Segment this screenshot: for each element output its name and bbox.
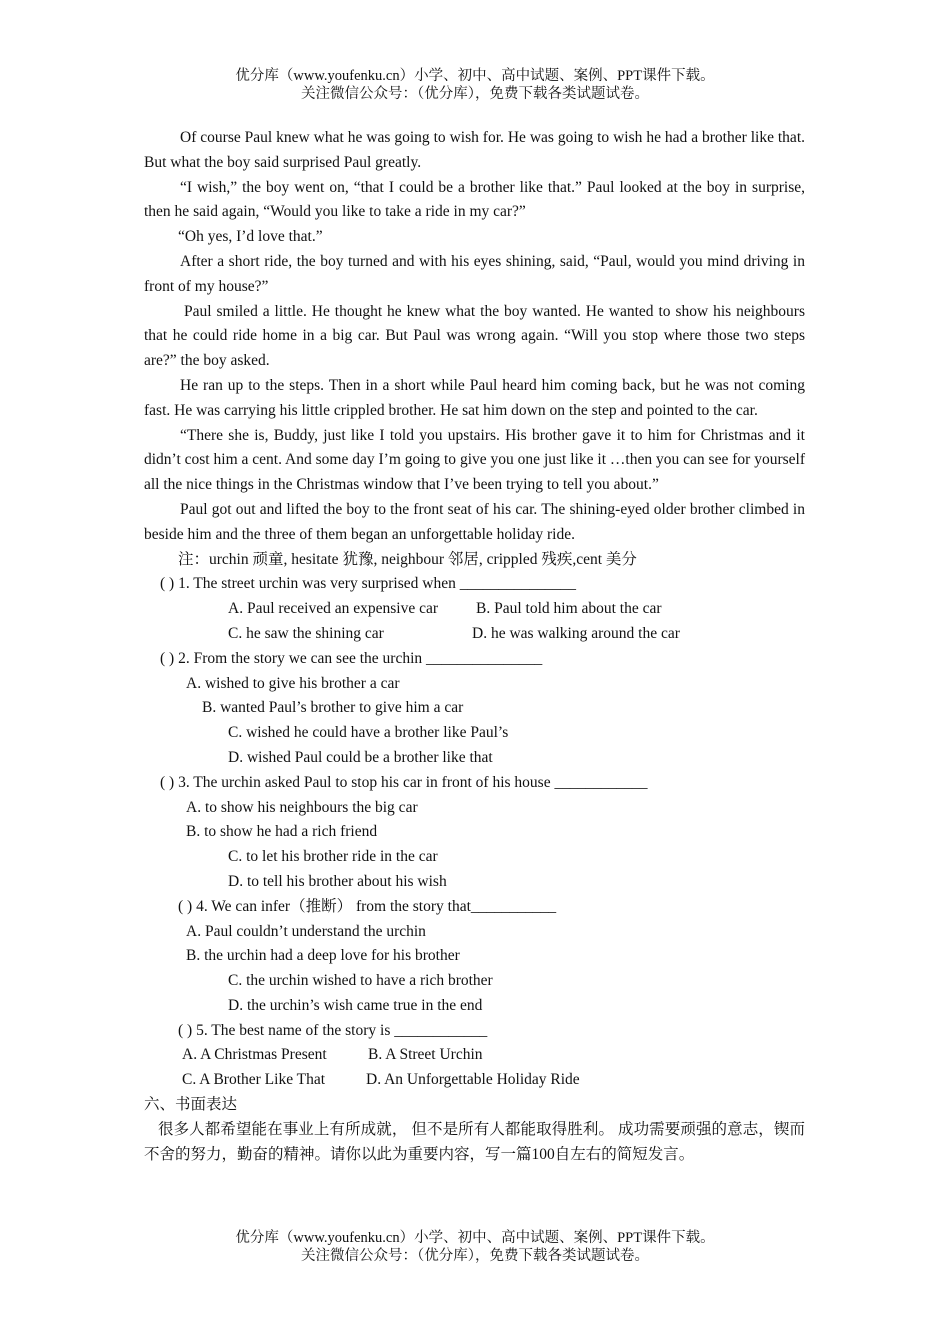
option-a: A. wished to give his brother a car xyxy=(186,674,400,692)
page-header xyxy=(0,67,950,103)
header-line-2: 关注微信公众号：（优分库），免费下载各类试题试卷。 xyxy=(301,86,649,102)
option-c: C. to let his brother ride in the car xyxy=(228,848,438,866)
option-b: B. wanted Paul’s brother to give him a car xyxy=(202,699,464,717)
question-1 xyxy=(144,572,805,646)
question-stem: ( ) 3. The urchin asked Paul to stop his car in front of his house ____________ xyxy=(160,773,648,791)
footer-line-2: 关注微信公众号：（优分库），免费下载各类试题试卷。 xyxy=(301,1248,649,1264)
option-b: B. the urchin had a deep love for his brother xyxy=(186,947,460,965)
option-c: C. he saw the shining car xyxy=(228,624,384,642)
passage-paragraph-3: “Oh yes, I’d love that.” xyxy=(178,228,323,246)
question-3 xyxy=(144,771,805,895)
passage-paragraph-7: “There she is, Buddy, just like I told you upstairs. His brother gave it to him for Christmas and it didn’t cost him a cent. And some day I’m going to give you one just like it …then you can see for yourself all the nice things in the Christmas window that I’ve been trying to tell you about.” xyxy=(144,426,805,494)
page-footer xyxy=(0,1229,950,1265)
option-d: D. An Unforgettable Holiday Ride xyxy=(366,1071,580,1089)
vocabulary-note: 注：urchin 顽童, hesitate 犹豫, neighbour 邻居, crippled 残疾,cent 美分 xyxy=(178,550,637,568)
option-a: A. Paul couldn’t understand the urchin xyxy=(186,922,426,940)
option-d: D. he was walking around the car xyxy=(472,624,680,642)
option-b: B. to show he had a rich friend xyxy=(186,823,378,841)
option-a: A. Paul received an expensive car xyxy=(228,600,439,618)
option-c: C. A Brother Like That xyxy=(182,1071,326,1089)
passage-paragraph-6: He ran up to the steps. Then in a short while Paul heard him coming back, but he was not coming fast. He was carrying his little crippled brother. He sat him down on the step and pointed to the car. xyxy=(144,376,805,419)
document-body xyxy=(144,126,805,1167)
passage-paragraph-4: After a short ride, the boy turned and with his eyes shining, said, “Paul, would you mind driving in front of my house?” xyxy=(144,252,805,295)
question-stem: ( ) 2. From the story we can see the urchin _______________ xyxy=(160,649,543,667)
option-d: D. to tell his brother about his wish xyxy=(228,872,447,890)
option-b: B. Paul told him about the car xyxy=(476,600,662,618)
option-d: D. the urchin’s wish came true in the end xyxy=(228,996,483,1014)
option-b: B. A Street Urchin xyxy=(368,1046,483,1064)
footer-line-1: 优分库（www.youfenku.cn）小学、初中、高中试题、案例、PPT课件下载。 xyxy=(235,1230,715,1246)
writing-prompt: 很多人都希望能在事业上有所成就， 但不是所有人都能取得胜利。 成功需要顽强的意志，锲而不舍的努力，勤奋的精神。请你以此为重要内容，写一篇100自左右的简短发言。 xyxy=(144,1120,805,1163)
question-stem: ( ) 5. The best name of the story is ____________ xyxy=(178,1021,488,1039)
passage-paragraph-2: “I wish,” the boy went on, “that I could be a brother like that.” Paul looked at the boy in surprise, then he said again, “Would you like to take a ride in my car?” xyxy=(144,178,805,221)
option-a: A. to show his neighbours the big car xyxy=(186,798,418,816)
question-stem: ( ) 1. The street urchin was very surprised when _______________ xyxy=(160,575,576,593)
question-2 xyxy=(144,647,805,771)
option-a: A. A Christmas Present xyxy=(182,1046,327,1064)
header-line-1: 优分库（www.youfenku.cn）小学、初中、高中试题、案例、PPT课件下载。 xyxy=(235,68,715,84)
passage-paragraph-8: Paul got out and lifted the boy to the front seat of his car. The shining-eyed older brother climbed in beside him and the three of them began an unforgettable holiday ride. xyxy=(144,500,805,543)
option-d: D. wished Paul could be a brother like that xyxy=(228,748,493,766)
passage-paragraph-1: Of course Paul knew what he was going to wish for. He was going to wish he had a brother like that. But what the boy said surprised Paul greatly. xyxy=(144,129,805,171)
question-stem: ( ) 4. We can infer（推断） from the story that___________ xyxy=(178,897,557,915)
question-5 xyxy=(144,1019,805,1093)
writing-section-heading: 六、书面表达 xyxy=(144,1096,238,1114)
passage-paragraph-5: Paul smiled a little. He thought he knew what the boy wanted. He wanted to show his neighbours that he could ride home in a big car. But Paul was wrong again. “Will you stop where those two steps are?” the boy asked. xyxy=(144,302,805,370)
option-c: C. the urchin wished to have a rich brother xyxy=(228,972,493,990)
option-c: C. wished he could have a brother like Paul’s xyxy=(228,724,509,742)
question-4 xyxy=(144,895,805,1019)
